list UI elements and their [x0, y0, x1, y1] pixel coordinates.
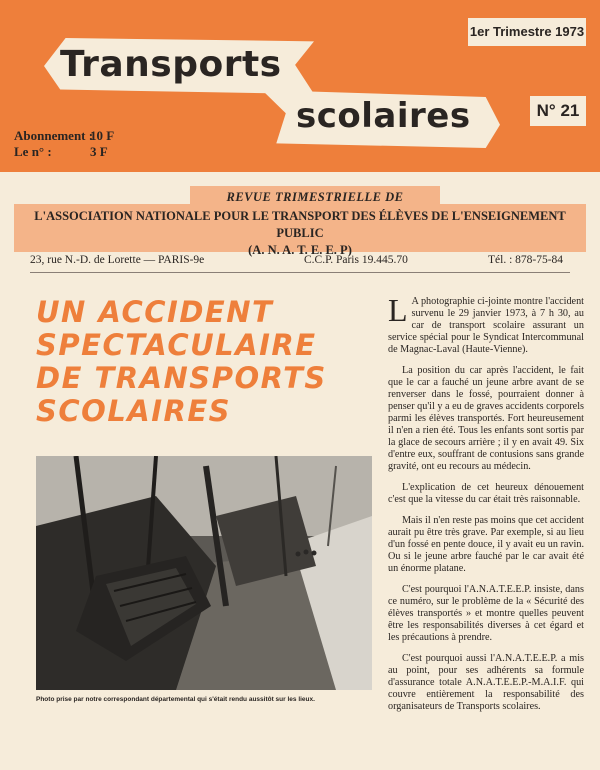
association-acronym: (A. N. A. T. E. E. P)	[248, 243, 352, 257]
issue-price	[14, 144, 108, 160]
headline-line: UN ACCIDENT	[36, 295, 274, 329]
article-paragraph: C'est pourquoi aussi l'A.N.A.T.E.E.P. a mis au point, pour ses adhérents sa formule d'assurance totale A.N.A.T.E.E.P.-M.A.I.F. qui couvre entièrement la responsabilité des organisateurs de Transports scolaires.	[388, 653, 584, 712]
masthead-title-line1: Transports	[60, 44, 282, 85]
telephone: Tél. : 878-75-84	[488, 254, 564, 266]
article-headline	[36, 296, 376, 428]
article-paragraph: L'explication de cet heureux dénouement c'est que la vitesse du car était très raisonnable.	[388, 482, 584, 505]
accident-photo	[36, 456, 372, 690]
ccp-account: C.C.P. Paris 19.445.70	[304, 254, 408, 266]
accident-photo-image	[36, 456, 372, 690]
headline-line: DE TRANSPORTS	[36, 361, 327, 395]
header-divider	[30, 272, 570, 273]
first-paragraph-text: A photographie ci-jointe montre l'accident survenu le 29 janvier 1973, à 7 h 30, au car de transport scolaire assurant un service spécial pour le Syndicat Intercommunal de Magnac-Laval (Haute-Vienne).	[388, 296, 584, 355]
dropcap: L	[388, 292, 408, 328]
subscription-value: 10 F	[90, 128, 115, 143]
article-paragraph: Mais il n'en reste pas moins que cet accident aurait pu être très grave. Par exemple, si au lieu d'un fossé en pente douce, il y avait eu un ravin. Ou si le jeune arbre fauché par le car avait été un énorme platane.	[388, 515, 584, 574]
revue-label: REVUE TRIMESTRIELLE DE	[226, 190, 404, 204]
article-paragraph: La position du car après l'accident, le fait que le car a fauché un jeune arbre avant de se renverser dans le fossé, pourraient donner à penser qu'il y a eu de graves accidents corporels parmi les élèves transportés. Fort heureusement il n'en a rien été. Tous les enfants sont sortis par la glace de secours arrière ; il y en avait 49. Six d'entre eux, souffrant de contusions sans grande gravité, ont eu recours au médecin.	[388, 365, 584, 472]
issue-price-value: 3 F	[90, 144, 108, 159]
subscription-price	[14, 128, 115, 144]
address: 23, rue N.-D. de Lorette — PARIS-9e	[30, 254, 205, 266]
issue-price-label: Le n° :	[14, 144, 52, 159]
association-name	[14, 208, 586, 259]
photo-caption: Photo prise par notre correspondant départemental qui s'était rendu aussitôt sur les lieux.	[36, 696, 315, 703]
article-body	[388, 292, 584, 722]
issue-number: N° 21	[530, 96, 586, 126]
subscription-label: Abonnement :	[14, 128, 94, 143]
masthead-title-line2: scolaires	[296, 96, 471, 136]
headline-line: SPECTACULAIRE	[36, 328, 317, 362]
quarter-label: 1er Trimestre 1973	[468, 18, 586, 46]
article-paragraph: C'est pourquoi l'A.N.A.T.E.E.P. insiste, dans ce numéro, sur le problème de la « Sécurité des élèves transportés » et montre quelles peuvent être les responsabilités diverses à cet égard et les précautions à prendre.	[388, 584, 584, 643]
article-paragraph	[388, 292, 584, 356]
headline-line: SCOLAIRES	[36, 394, 232, 428]
association-name-line1: L'ASSOCIATION NATIONALE POUR LE TRANSPORT DES ÉLÈVES DE L'ENSEIGNEMENT PUBLIC	[34, 209, 566, 240]
